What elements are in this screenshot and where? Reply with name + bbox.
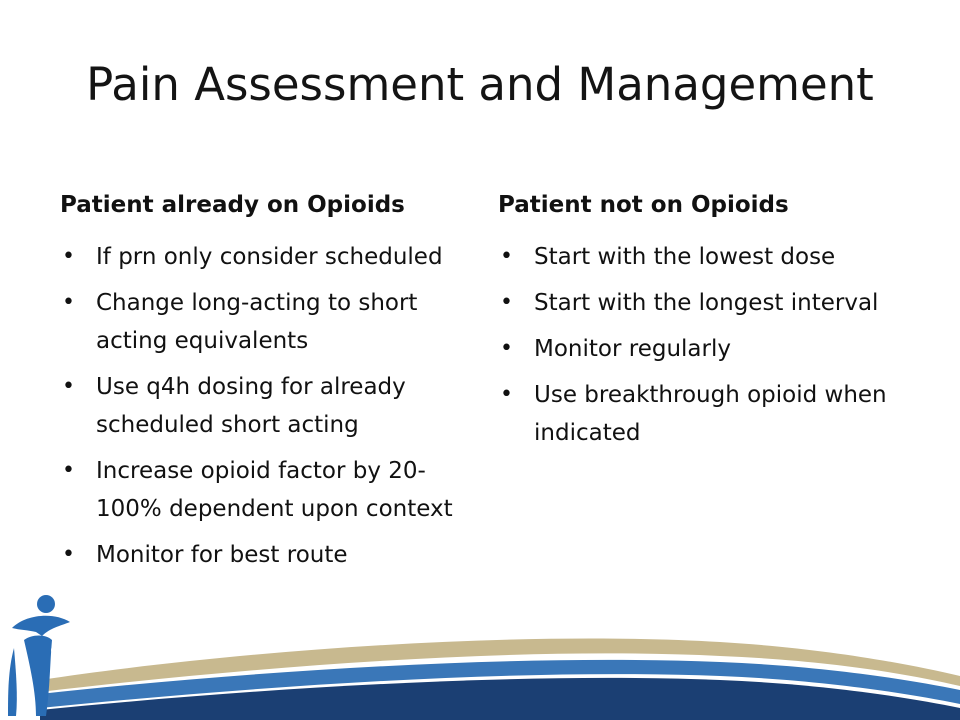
bullet-icon: • [500,244,513,269]
list-item [498,238,898,276]
bullet-text: If prn only consider scheduled [96,244,443,270]
list-item [60,284,460,360]
list-item [60,238,460,276]
bullet-icon: • [500,336,513,361]
bullet-text: Monitor regularly [534,336,731,362]
bullet-icon: • [500,290,513,315]
list-item [498,284,898,322]
bullet-text: Increase opioid factor by 20-100% dependent upon context [96,458,453,522]
list-item [60,536,460,574]
bullet-icon: • [62,290,75,315]
right-column [498,188,898,460]
list-item [498,376,898,452]
bullet-text: Use q4h dosing for already scheduled short acting [96,374,406,438]
bullet-text: Monitor for best route [96,542,348,568]
bullet-icon: • [500,382,513,407]
logo-head-icon [37,595,55,613]
slide-title: Pain Assessment and Management [86,58,874,111]
left-column-heading: Patient already on Opioids [60,192,405,218]
bullet-icon: • [62,374,75,399]
bullet-icon: • [62,244,75,269]
list-item [498,330,898,368]
bullet-text: Change long-acting to short acting equivalents [96,290,418,354]
list-item [60,368,460,444]
footer-wave-decoration [0,580,960,720]
bullet-icon: • [62,458,75,483]
right-bullet-list [498,238,898,452]
list-item [60,452,460,528]
figure-logo-icon [6,592,76,720]
left-bullet-list [60,238,460,574]
bullet-text: Start with the lowest dose [534,244,836,270]
bullet-text: Use breakthrough opioid when indicated [534,382,887,446]
right-column-heading: Patient not on Opioids [498,192,789,218]
bullet-icon: • [62,542,75,567]
left-column [60,188,460,582]
bullet-text: Start with the longest interval [534,290,879,316]
